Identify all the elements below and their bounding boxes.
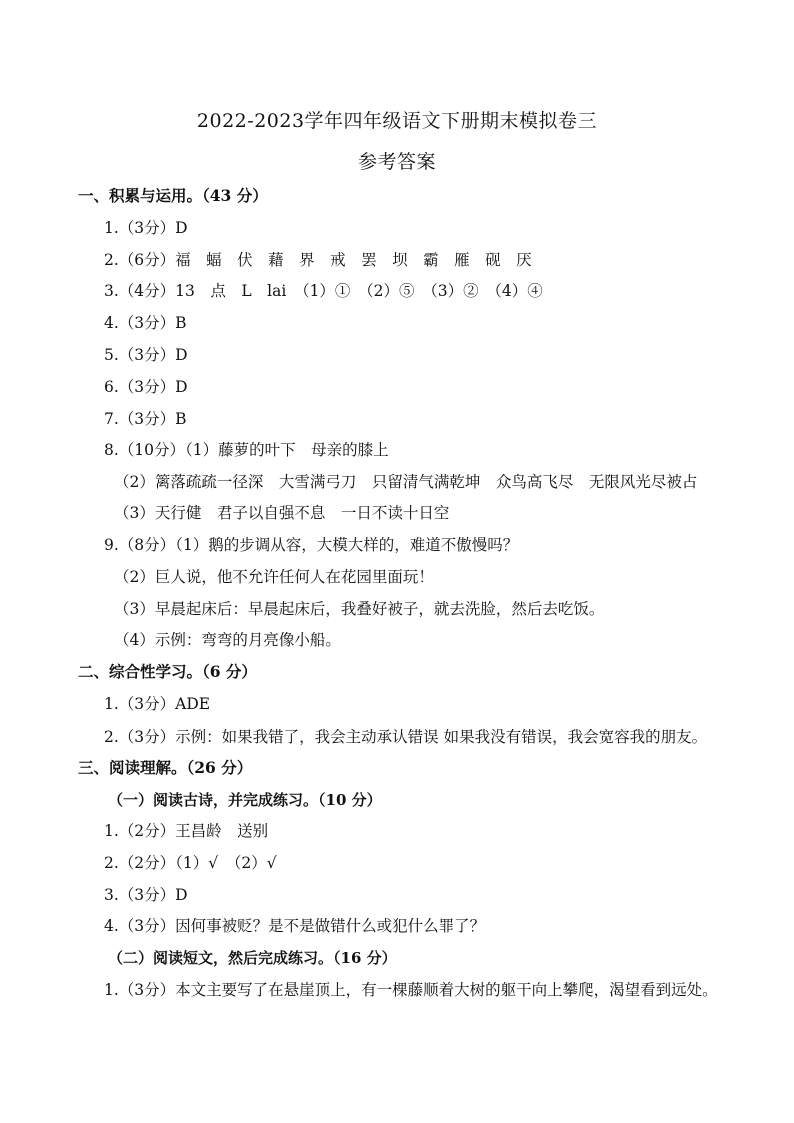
- answer-line: 1.（2分）王昌龄 送别: [104, 822, 269, 840]
- subsection-heading-2: （二）阅读短文，然后完成练习。（16 分）: [108, 949, 397, 967]
- answer-line: （2）篱落疏疏一径深 大雪满弓刀 只留清气满乾坤 众鸟高飞尽 无限风光尽被占: [114, 473, 698, 491]
- answer-line: 3.（4分）13 点 L lai （1）① （2）⑤ （3）② （4）④: [104, 282, 543, 300]
- answer-line: 4.（3分）B: [104, 314, 187, 332]
- section-heading-2: 二、综合性学习。（6 分）: [78, 662, 257, 681]
- answer-line: （4）示例：弯弯的月亮像小船。: [114, 631, 341, 649]
- answer-line: 1.（3分）本文主要写了在悬崖顶上，有一棵藤顺着大树的躯干向上攀爬，渴望看到远处。: [104, 981, 718, 999]
- answer-line: 1.（3分）ADE: [104, 695, 211, 713]
- answer-line: 5.（3分）D: [104, 346, 188, 364]
- answer-line: 9.（8分）（1）鹅的步调从容，大模大样的，难道不傲慢吗？: [104, 536, 519, 554]
- section-heading-3: 三、阅读理解。（26 分）: [78, 758, 253, 777]
- answer-line: 8.（10分）（1）藤萝的叶下 母亲的膝上: [104, 441, 389, 459]
- answer-line: （2）巨人说，他不允许任何人在花园里面玩！: [114, 568, 434, 586]
- document-title: 2022-2023学年四年级语文下册期末模拟卷三: [196, 110, 598, 132]
- answer-line: 2.（6分）福 蝠 伏 藉 界 戒 罢 坝 霸 雁 砚 厌: [104, 251, 532, 269]
- answer-line: 2.（2分）（1）√ （2）√: [104, 854, 277, 872]
- answer-line: 2.（3分）示例：如果我错了，我会主动承认错误 如果我没有错误，我会宽容我的朋友。: [104, 728, 708, 746]
- answer-line: （3）早晨起床后：早晨起床后，我叠好被子，就去洗脸，然后去吃饭。: [114, 600, 605, 618]
- document-subtitle: 参考答案: [357, 151, 436, 173]
- subsection-heading-1: （一）阅读古诗，并完成练习。（10 分）: [108, 791, 382, 809]
- section-heading-1: 一、积累与运用。（43 分）: [78, 186, 268, 205]
- answer-line: 1.（3分）D: [104, 219, 188, 237]
- answer-line: 3.（3分）D: [104, 886, 188, 904]
- answer-line: 4.（3分）因何事被贬？是不是做错什么或犯什么罪了？: [104, 917, 486, 935]
- answer-line: 6.（3分）D: [104, 378, 188, 396]
- answer-line: 7.（3分）B: [104, 410, 187, 428]
- answer-line: （3）天行健 君子以自强不息 一日不读十日空: [114, 504, 450, 522]
